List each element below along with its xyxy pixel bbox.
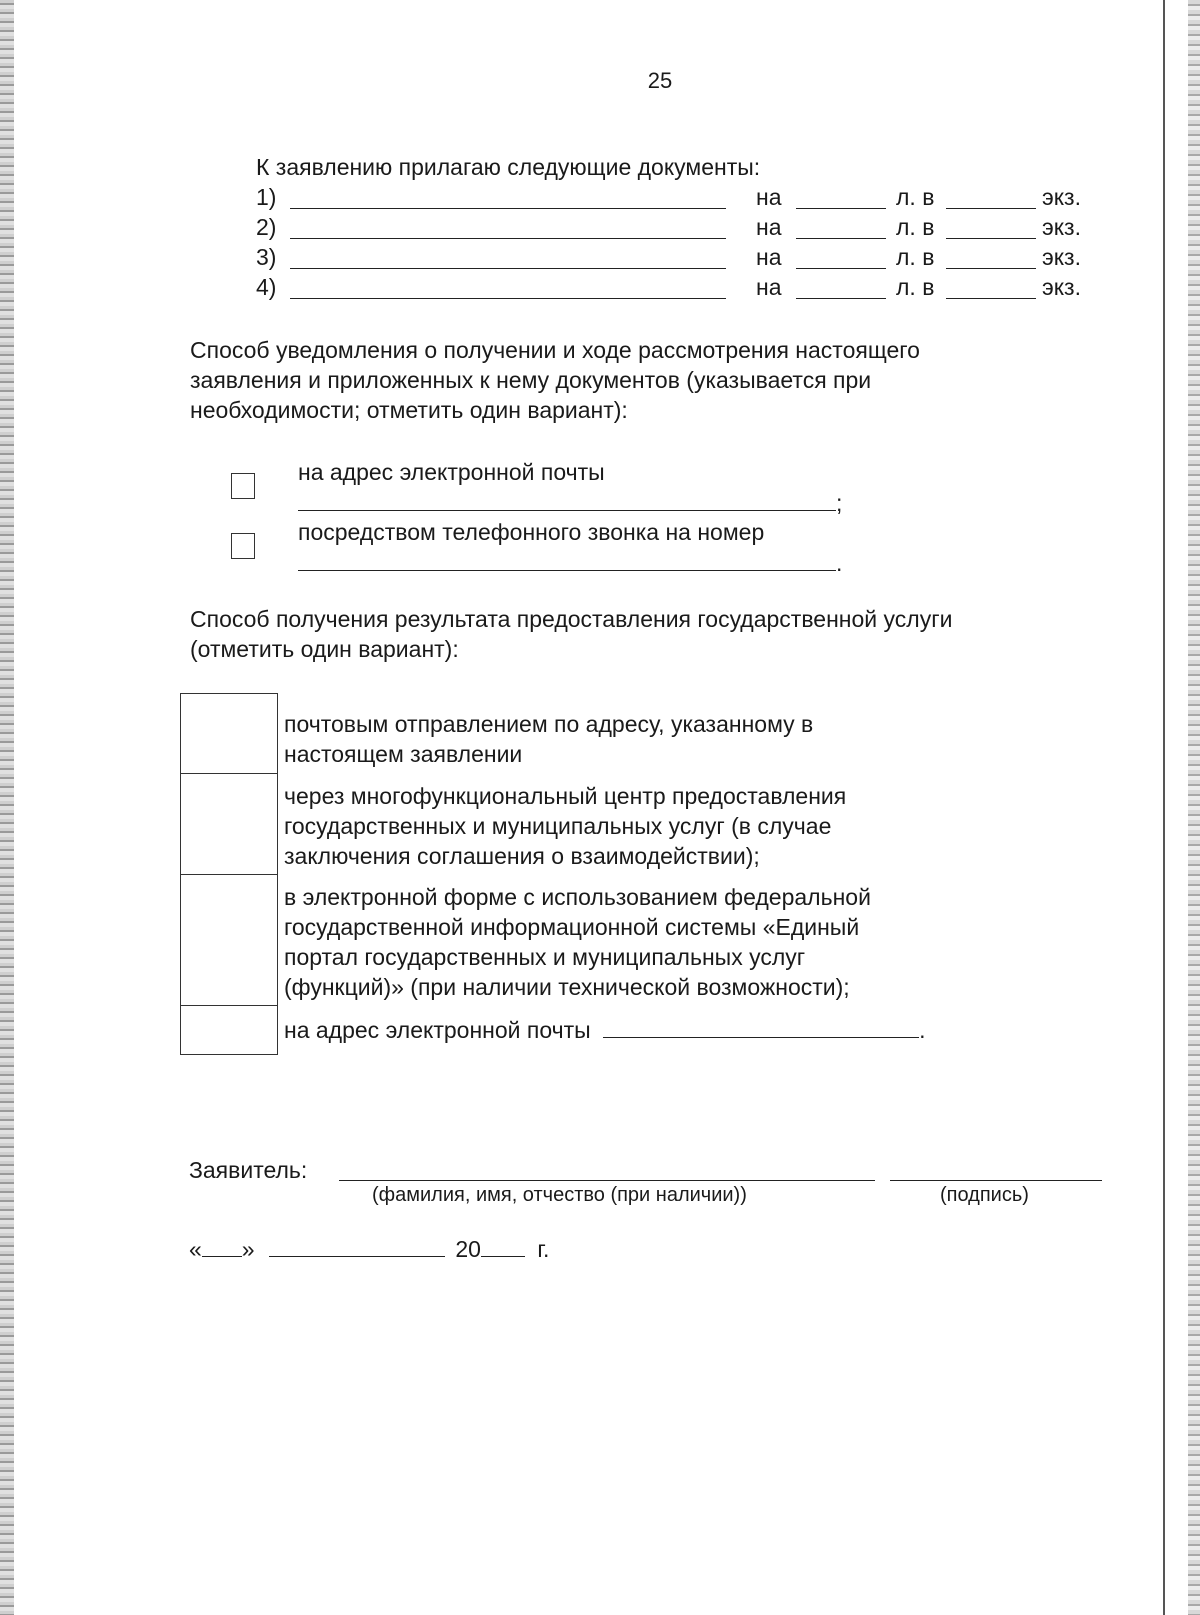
result-email-field[interactable]: [603, 1015, 919, 1038]
attachment-pages-field[interactable]: [796, 246, 886, 269]
scan-edge-right-line: [1163, 0, 1165, 1615]
notify-email-field[interactable]: [298, 488, 836, 511]
applicant-name-field[interactable]: [339, 1158, 875, 1181]
on-label: на: [756, 184, 782, 210]
date-year-field[interactable]: [481, 1234, 525, 1257]
notification-heading-line-3: необходимости; отметить один вариант):: [190, 397, 628, 423]
attachment-name-field[interactable]: [290, 246, 726, 269]
attachment-copies-field[interactable]: [946, 216, 1036, 239]
result-portal-line-1: в электронной форме с использованием федеральной: [284, 884, 871, 910]
attachment-copies-field[interactable]: [946, 186, 1036, 209]
copies-label: экз.: [1042, 214, 1081, 240]
attachment-pages-field[interactable]: [796, 186, 886, 209]
notify-email-label: на адрес электронной почты: [298, 459, 605, 485]
signature-caption: (подпись): [940, 1184, 1029, 1206]
attachment-number: 4): [256, 274, 277, 300]
year-prefix: 20: [455, 1236, 481, 1262]
result-portal-line-3: портал государственных и муниципальных услуг: [284, 944, 806, 970]
pages-label: л. в: [896, 274, 935, 300]
punctuation: .: [919, 1017, 926, 1043]
scan-edge-left: [0, 0, 14, 1615]
open-quote: «: [189, 1236, 202, 1262]
attachment-name-field[interactable]: [290, 186, 726, 209]
result-email-checkbox[interactable]: [180, 1005, 278, 1055]
result-heading-line-2: (отметить один вариант):: [190, 636, 459, 662]
close-quote: »: [241, 1236, 255, 1262]
result-portal-line-4: (функций)» (при наличии технической возможности);: [284, 974, 850, 1000]
copies-label: экз.: [1042, 184, 1081, 210]
notify-email-line: [298, 488, 842, 518]
pages-label: л. в: [896, 184, 935, 210]
scan-edge-right: [1188, 0, 1200, 1615]
date-day-field[interactable]: [202, 1234, 242, 1257]
result-mfc-checkbox[interactable]: [180, 773, 278, 876]
result-post-line-2: настоящем заявлении: [284, 741, 523, 767]
notify-phone-label: посредством телефонного звонка на номер: [298, 519, 765, 545]
name-caption: (фамилия, имя, отчество (при наличии)): [372, 1184, 747, 1206]
attachment-pages-field[interactable]: [796, 216, 886, 239]
result-portal-line-2: государственной информационной системы «Единый: [284, 914, 860, 940]
attachment-copies-field[interactable]: [946, 276, 1036, 299]
applicant-label: Заявитель:: [189, 1157, 308, 1183]
pages-label: л. в: [896, 244, 935, 270]
punctuation: ;: [836, 490, 843, 516]
copies-label: экз.: [1042, 274, 1081, 300]
result-portal-checkbox[interactable]: [180, 874, 278, 1007]
attachment-pages-field[interactable]: [796, 276, 886, 299]
on-label: на: [756, 274, 782, 300]
attachment-name-field[interactable]: [290, 276, 726, 299]
result-email-label: на адрес электронной почты: [284, 1017, 591, 1043]
notification-heading-line-2: заявления и приложенных к нему документов (указывается при: [190, 367, 872, 393]
attachments-heading: К заявлению прилагаю следующие документы:: [256, 154, 761, 180]
attachment-number: 3): [256, 244, 277, 270]
result-email-line: [284, 1015, 925, 1045]
result-mfc-line-1: через многофункциональный центр предоставления: [284, 783, 847, 809]
applicant-signature-field[interactable]: [890, 1158, 1102, 1181]
punctuation: .: [836, 550, 843, 576]
copies-label: экз.: [1042, 244, 1081, 270]
date-month-field[interactable]: [269, 1234, 445, 1257]
attachment-number: 2): [256, 214, 277, 240]
on-label: на: [756, 214, 782, 240]
attachment-copies-field[interactable]: [946, 246, 1036, 269]
notify-phone-line: [298, 548, 842, 578]
attachment-name-field[interactable]: [290, 216, 726, 239]
page-number: 25: [647, 68, 673, 93]
result-post-line-1: почтовым отправлением по адресу, указанному в: [284, 711, 814, 737]
pages-label: л. в: [896, 214, 935, 240]
notify-phone-field[interactable]: [298, 548, 836, 571]
on-label: на: [756, 244, 782, 270]
notify-phone-checkbox[interactable]: [231, 533, 255, 559]
notify-email-checkbox[interactable]: [231, 473, 255, 499]
attachment-number: 1): [256, 184, 277, 210]
date-line: [189, 1234, 549, 1264]
result-post-checkbox[interactable]: [180, 693, 278, 775]
result-mfc-line-2: государственных и муниципальных услуг (в случае: [284, 813, 832, 839]
result-mfc-line-3: заключения соглашения о взаимодействии);: [284, 843, 760, 869]
year-suffix: г.: [537, 1236, 550, 1262]
notification-heading-line-1: Способ уведомления о получении и ходе рассмотрения настоящего: [190, 337, 920, 363]
result-heading-line-1: Способ получения результата предоставления государственной услуги: [190, 606, 953, 632]
